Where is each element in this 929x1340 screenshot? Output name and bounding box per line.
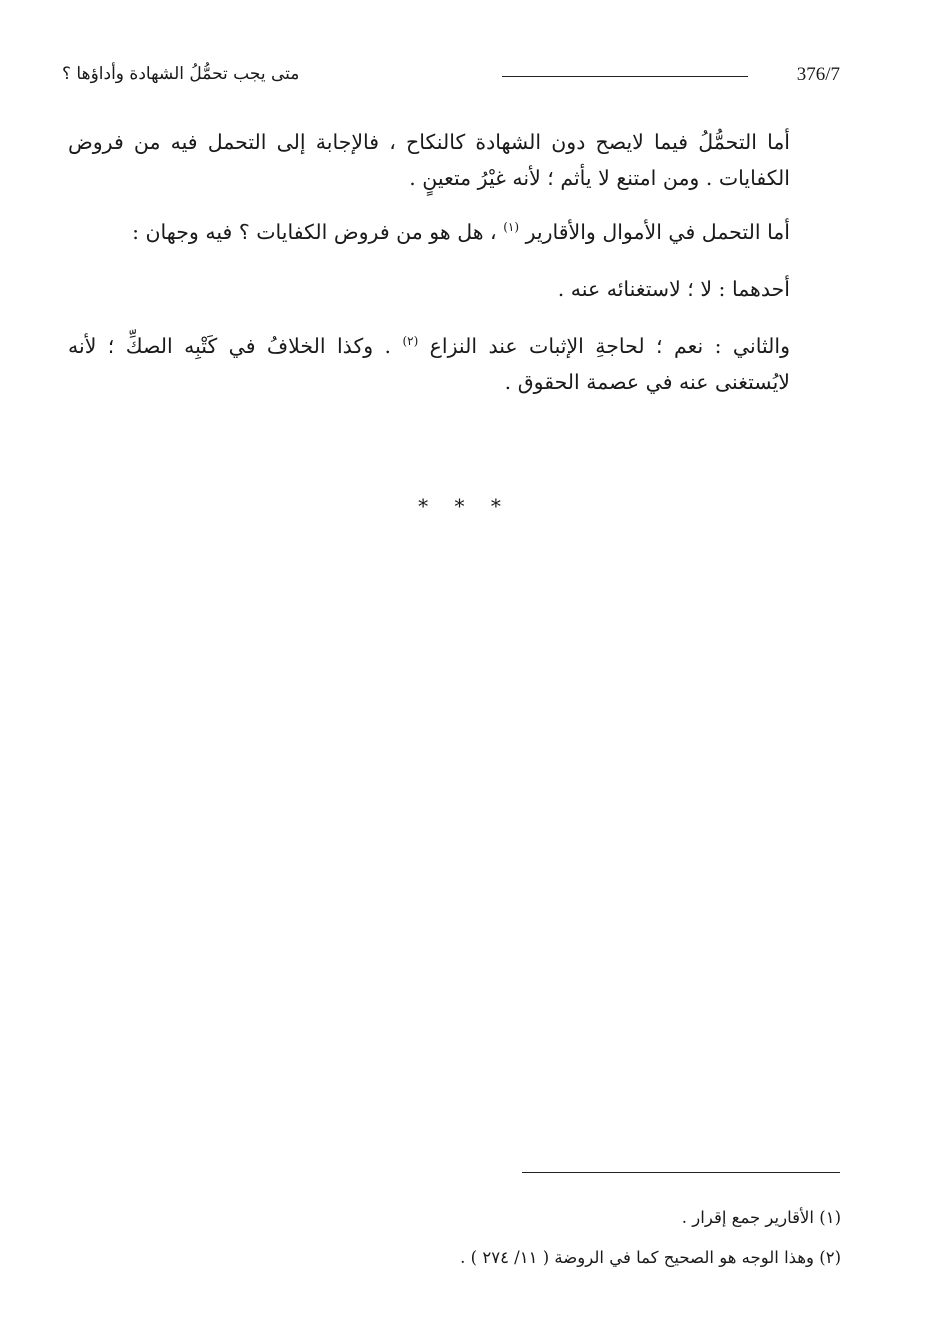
paragraph-2 [68, 214, 790, 250]
paragraph-4-text-a: والثاني : نعم ؛ لحاجةِ الإثبات عند النزاع [429, 334, 790, 358]
paragraph-4-text-b: . وكذا الخلافُ في كَتْبِه الصكِّ ؛ لأنه لايُستغنى عنه في عصمة الحقوق . [68, 334, 790, 394]
paragraph-3: أحدهما : لا ؛ لاستغنائه عنه . [557, 277, 790, 301]
footnotes [141, 1198, 841, 1278]
paragraph-2-text-a: أما التحمل في الأموال والأقارير [525, 220, 790, 244]
main-text [68, 124, 790, 421]
page-header [62, 62, 840, 92]
footnote-2: (٢) وهذا الوجه هو الصحيح كما في الروضة ( ١١/ ٢٧٤ ) . [460, 1248, 841, 1267]
header-rule [502, 76, 748, 77]
footnote-rule [522, 1172, 840, 1173]
paragraph-4 [68, 328, 790, 400]
footnote-ref-1[interactable]: (١) [503, 220, 520, 235]
footnote-1: (١) الأقارير جمع إقرار . [681, 1208, 841, 1227]
section-separator: * * * [418, 494, 511, 518]
paragraph-2-text-b: ، هل هو من فروض الكفايات ؟ فيه وجهان : [132, 220, 497, 244]
running-title: متى يجب تحمُّلُ الشهادة وأداؤها ؟ [62, 64, 300, 84]
footnote-ref-2[interactable]: (٢) [402, 334, 419, 349]
paragraph-1: أما التحمُّلُ فيما لايصح دون الشهادة كالنكاح ، فالإجابة إلى التحمل فيه من فروض الكفايات . ومن امتنع لا يأثم ؛ لأنه غيْرُ متعينٍ . [68, 130, 790, 190]
page-number: 376/7 [796, 64, 840, 85]
